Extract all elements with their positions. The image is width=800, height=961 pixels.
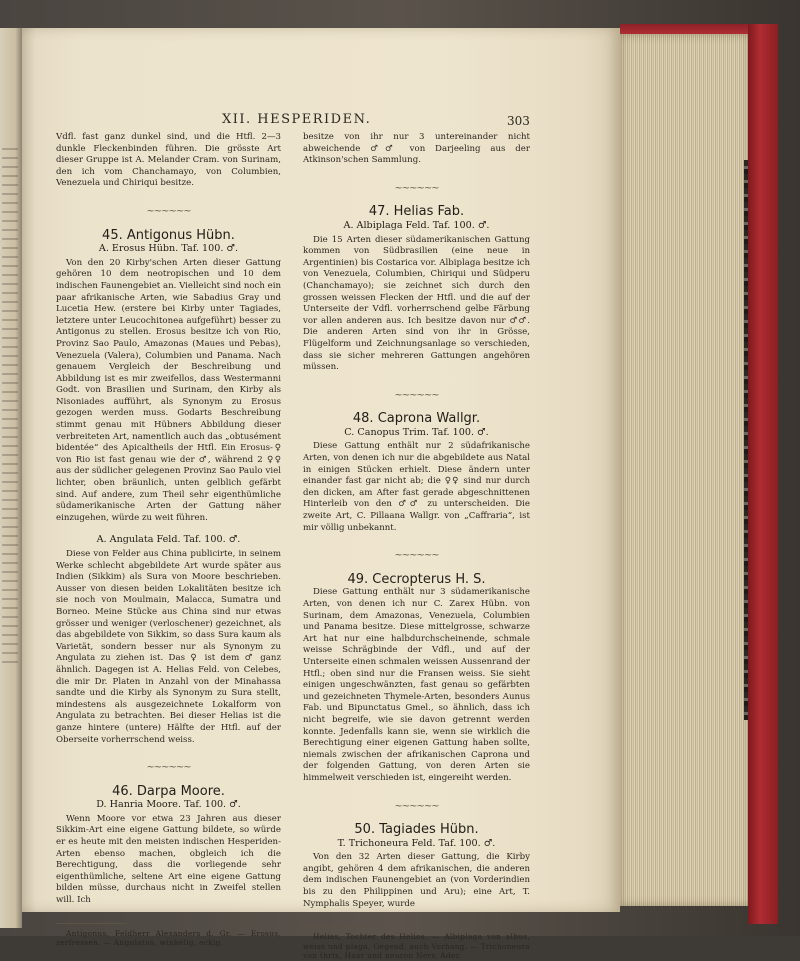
facing-page-edge — [0, 28, 22, 928]
running-header: XII. HESPERIDEN. — [222, 112, 372, 127]
facing-page-text — [2, 148, 18, 668]
paragraph: Wenn Moore vor etwa 23 Jahren aus dieser Sikkim-Art eine eigene Gattung bildete, so würde er es heute mit den meisten indischen Hesperiden-Arten ebenso machen, obgleich ich die Berechtigung, dass die vorliegende sehr eigenthümliche, seltene Art eine eigene Gattung bilden müsse, durchaus nicht in Zweifel stellen will. Ich — [56, 813, 281, 906]
genus-heading: 49. Cecropterus H. S. — [347, 571, 486, 587]
paragraph: Diese Gattung enthält nur 2 südafrikanische Arten, von denen ich nur die abgebildete aus Natal in einigen Stücken erhielt. Diese ändern unter einander fast gar nicht ab; die ♀♀ sind nur durch den dicken, am After fast gerade abgeschnittenen Hinterleib von den ♂♂ zu unterscheiden. Die zweite Art, C. Pillaana Wallgr. von „Caffraria“, ist mir völlig unbekannt. — [303, 441, 530, 533]
species-heading: D. Hanria Moore. Taf. 100. ♂. — [96, 799, 241, 811]
left-column — [56, 132, 281, 948]
species-heading: C. Canopus Trim. Taf. 100. ♂. — [344, 426, 489, 438]
genus-heading: 50. Tagiades Hübn. — [354, 822, 479, 838]
paragraph: besitze von ihr nur 3 untereinander nicht abweichende ♂♂ von Darjeeling aus der Atkinson'schen Sammlung. — [303, 132, 530, 166]
species-heading: T. Trichoneura Feld. Taf. 100. ♂. — [337, 837, 496, 849]
species-heading: A. Erosus Hübn. Taf. 100. ♂. — [98, 243, 239, 255]
section-divider: ~~~~~~ — [394, 389, 439, 401]
paragraph: Vdfl. fast ganz dunkel sind, und die Htfl. 2—3 dunkle Fleckenbinden führen. Die grösste Art dieser Gruppe ist A. Melander Cram. von Surinam, den ich vom Chanchamayo, von Columbien, Venezuela und Chiriqui besitze. — [56, 132, 281, 189]
book-cover-spine — [748, 24, 778, 924]
section-divider: ~~~~~~ — [146, 205, 191, 217]
footnote: Helias, Tochter des Helios. — Albiplaga von albus, weiss und plaga, Gegend, auch Vorhang. — Trichoneura von thrix, Haar und neuron Nerv, Ader. — [303, 932, 530, 961]
footnote: Antigonus, Feldherr Alexanders d. Gr. — Erosus, zerfressen. — Angulatus, winkelig, eckig. — [56, 928, 281, 948]
species-heading: A. Albiplaga Feld. Taf. 100. ♂. — [343, 219, 490, 231]
genus-heading: 48. Caprona Wallgr. — [352, 411, 481, 427]
section-divider: ~~~~~~ — [146, 762, 191, 774]
section-divider: ~~~~~~ — [394, 550, 439, 562]
paragraph: Diese Gattung enthält nur 3 südamerikanische Arten, von denen ich nur C. Zarex Hübn. von Surinam, dem Amazonas, Venezuela, Columbien und Panama besitze. Diese mittelgrosse, schwarze Art hat nur eine halbdurchscheinende, schmale weisse Schrägbinde der Vdfl., und auf der Unterseite einen schmalen weissen Aussenrand der Htfl.; oben sind nur die Fransen weiss. Sie sieht einigen ungeschwänzten, fast genau so gefärbten und gezeichneten Thymele-Arten, besonders Aunus Fab. und Bipunctatus Gmel., so ähnlich, dass ich nicht begreife, wie sie davon getrennt werden konnte. Jedenfalls kann sie, wenn sie wirklich die Berechtigung einer eigenen Gattung haben sollte, niemals zwischen der afrikanischen Caprona und der folgenden Gattung, von deren Arten sie himmelweit verschieden ist, eingereiht werden. — [303, 587, 530, 783]
section-divider: ~~~~~~ — [394, 800, 439, 812]
page-number: 303 — [507, 114, 530, 128]
genus-heading: 45. Antigonus Hübn. — [102, 227, 235, 243]
footnote-rule — [303, 926, 373, 927]
paragraph: Von den 32 Arten dieser Gattung, die Kirby angibt, gehören 4 dem afrikanischen, die anderen dem indischen Faunengebiet an (von Vorderindien bis zu den Philippinen und Aru); eine Art, T. Nymphalis Speyer, wurde — [303, 852, 530, 909]
right-column — [303, 132, 530, 961]
paragraph: Die 15 Arten dieser südamerikanischen Gattung kommen von Südbrasilien (eine neue in Argentinien) bis Costarica vor. Albiplaga besitze ich von Venezuela, Columbien, Chiriqui und Südperu (Chanchamayo); sie zeichnet sich durch den grossen weissen Flecken der Htfl. und die auf der Unterseite der Vdfl. vorherrschend gelbe Färbung vor allen anderen aus. Ich besitze davon nur ♂♂. Die anderen Arten sind von ihr in Grösse, Flügelform und Zeichnungsanlage so verschieden, dass sie sicher mehreren Gattungen angehören müssen. — [303, 234, 530, 373]
genus-heading: 47. Helias Fab. — [368, 204, 465, 220]
species-heading: A. Angulata Feld. Taf. 100. ♂. — [96, 534, 241, 546]
paragraph: Diese von Felder aus China publicirte, in seinem Werke schlecht abgebildete Art wurde später aus Indien (Sikkim) als Sura von Moore beschrieben. Ausser von diesen beiden Lokalitäten besitze ich sie noch von Moulmain, Malacca, Sumatra und Borneo. Meine Stücke aus China sind nur etwas grösser und weniger (verloschener) gezeichnet, als das abgebildete von Sikkim, so dass Sura kaum als Varietät, sondern besser nur als Synonym zu Angulata zu ziehen ist. Das ♀ ist dem ♂ ganz ähnlich. Dagegen ist A. Helias Feld. von Celebes, die mir Dr. Platen in Anzahl von der Minahassa sandte und die Kirby als Synonym zu Sura stellt, mindestens als ausgezeichnete Lokalform von Angulata zu betrachten. Bei dieser Helias ist die ganze hintere (untere) Hälfte der Htfl. auf der Oberseite vorherrschend weiss. — [56, 549, 281, 745]
section-divider: ~~~~~~ — [394, 182, 439, 194]
footnote-rule — [56, 923, 126, 924]
paragraph: Von den 20 Kirby'schen Arten dieser Gattung gehören 10 dem neotropischen und 10 dem indischen Faunengebiet an. Vielleicht sind noch ein paar afrikanische Arten, wie Sabadius Gray und Lucetia Hew. (erstere bei Kirby unter Tagiades, letztere unter Leucochitonea aufgeführt) besser zu Antigonus zu stellen. Erosus besitze ich von Rio, Provinz Sao Paulo, Amazonas (Maues und Pebas), Venezuela (Valera), Columbien und Panama. Nach genauem Vergleich der Beschreibung und Abbildung ist es mir zweifellos, dass Westermanni Godt. von Brasilien und Surinam, den Kirby als Nisoniades aufführt, als Synonym zu Erosus gezogen werden muss. Godarts Beschreibung stimmt genau mit Hübners Abbildung dieser verbreiteten Art, namentlich auch das „obtusément bidentée“ des Apicaltheils der Htfl. Ein Erosus-♀ von Rio ist fast genau wie der ♂, während 2 ♀♀ aus der südlicher gelegenen Provinz Sao Paulo viel lichter, oben bräunlich, unten gelblich gefärbt sind. Auf andere, zum Theil sehr eigenthümliche südamerikanische Arten der Gattung näher einzugehen, würde zu weit führen. — [56, 257, 281, 523]
page-edges — [620, 34, 750, 906]
genus-heading: 46. Darpa Moore. — [112, 783, 225, 799]
